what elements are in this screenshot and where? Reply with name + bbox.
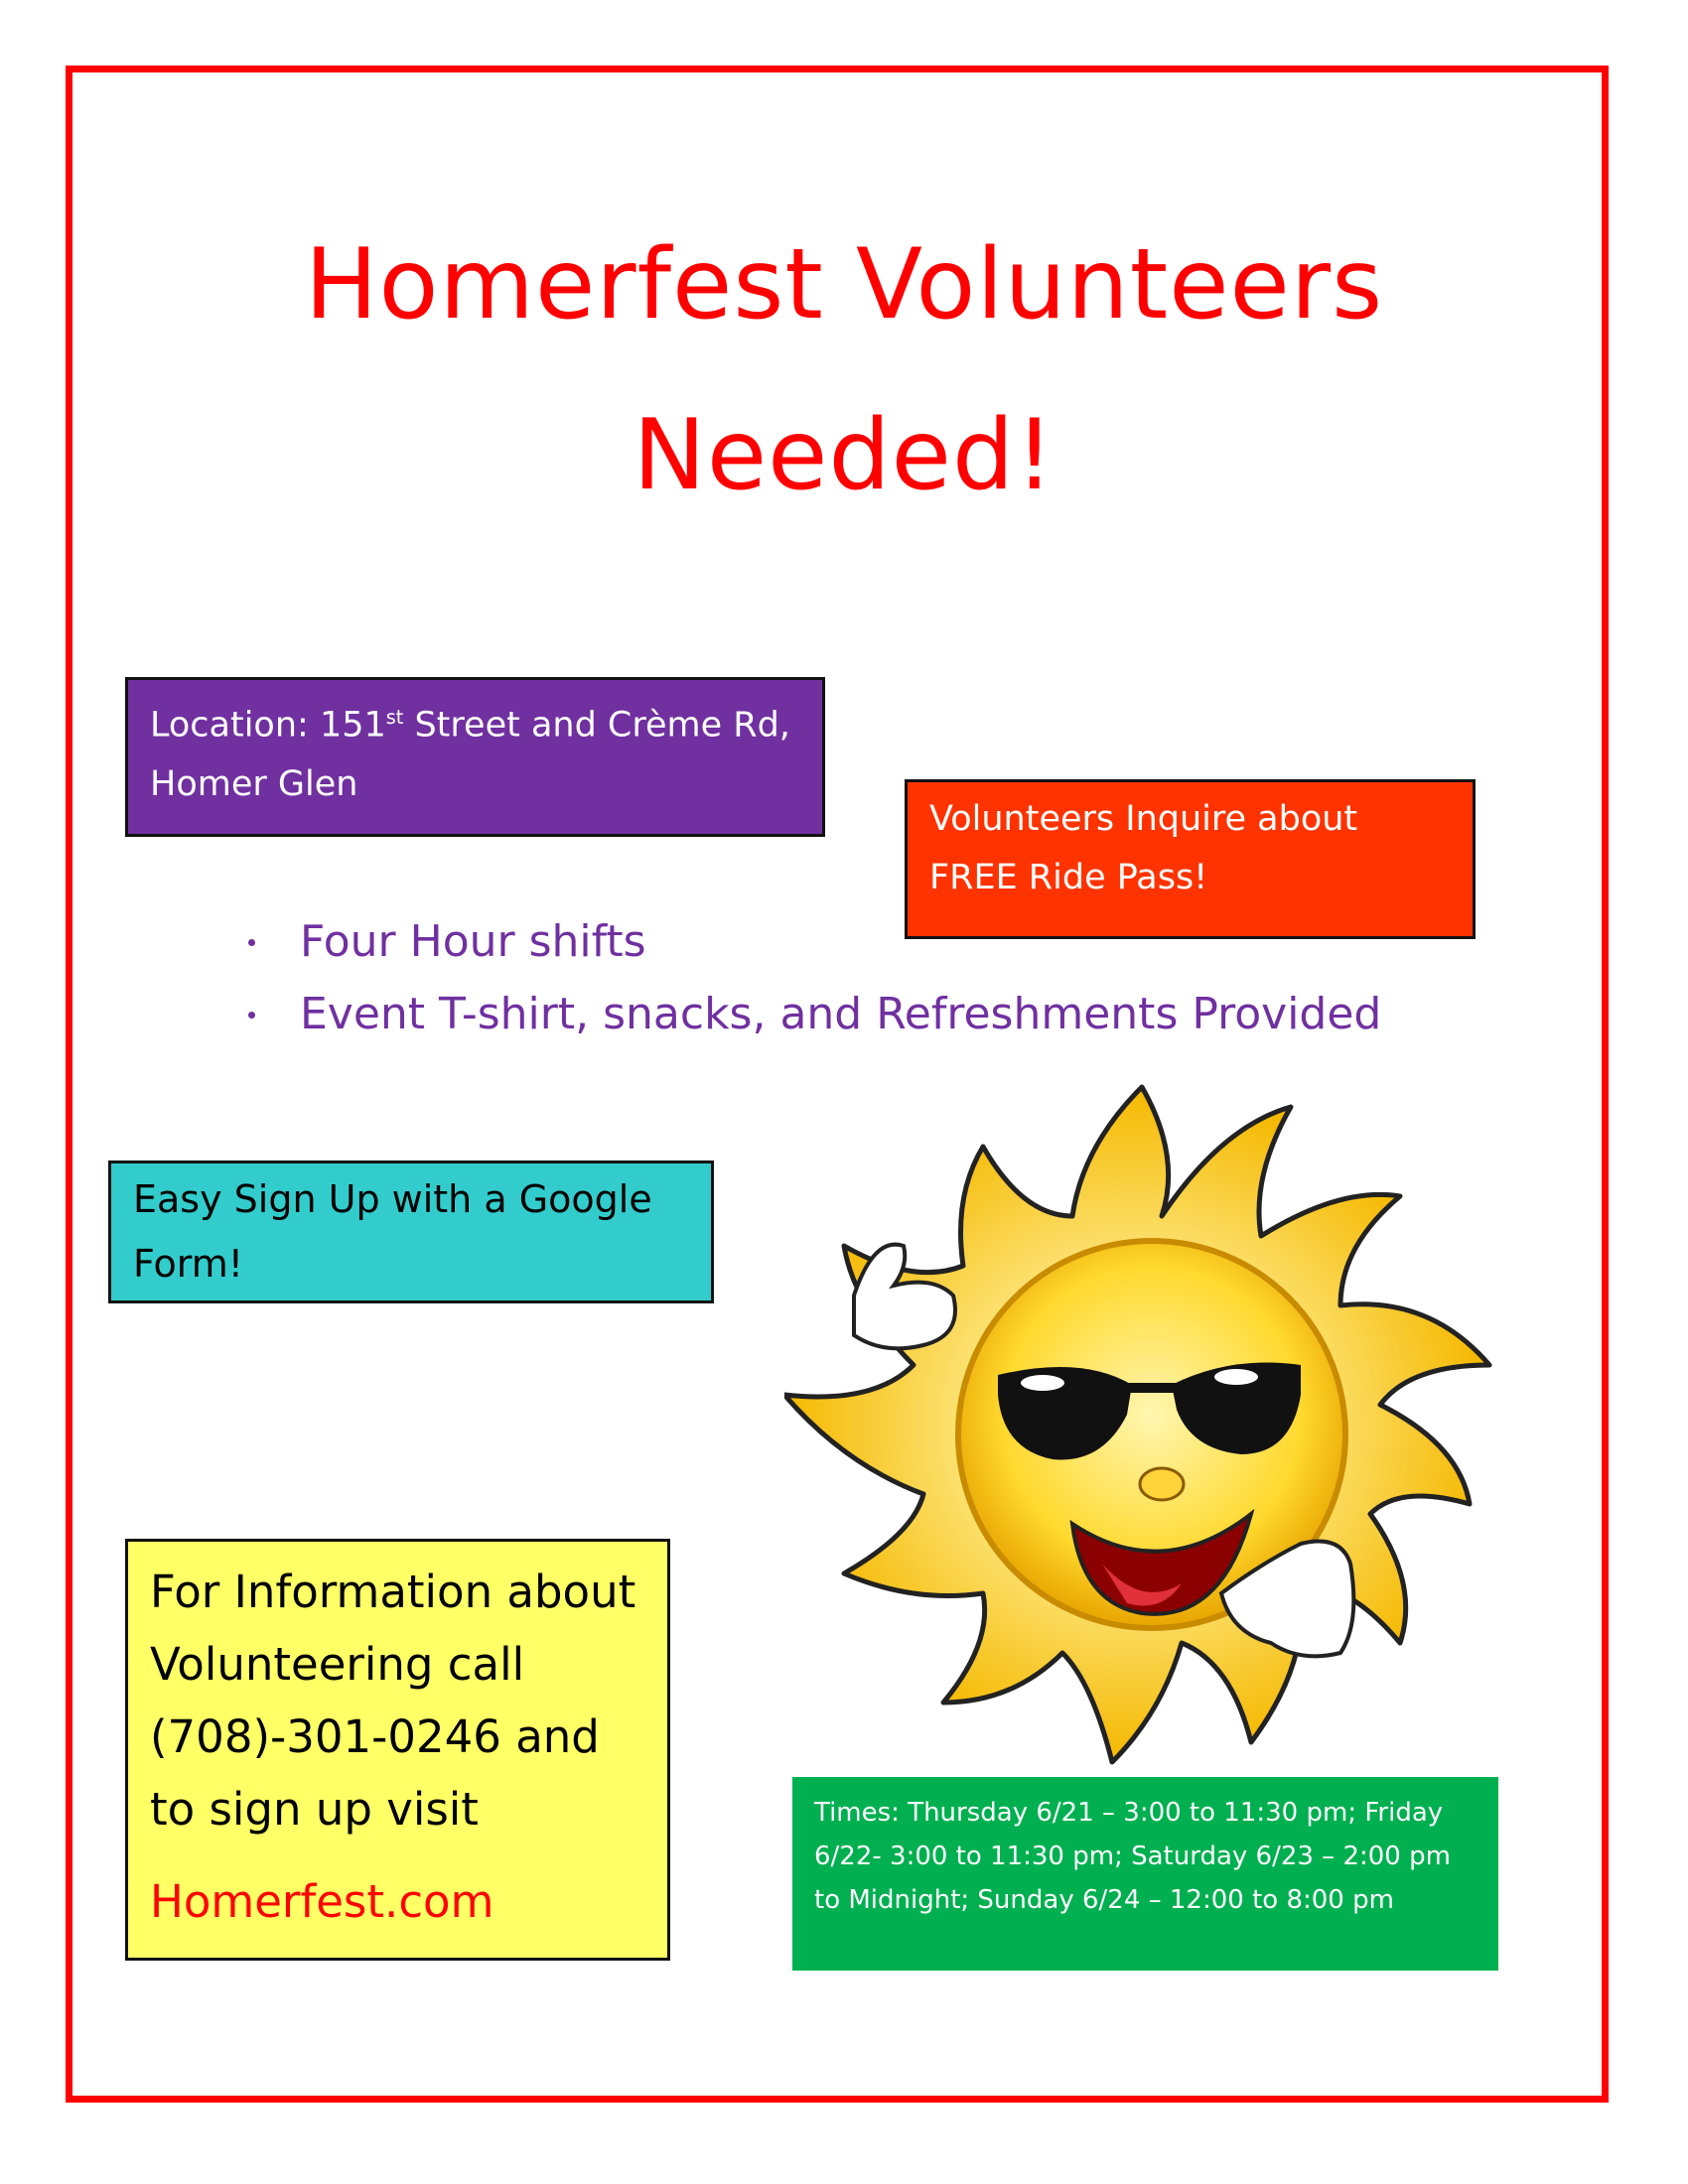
location-line-2: Homer Glen	[150, 763, 358, 804]
list-item	[238, 978, 1381, 1050]
times-line: to Midnight; Sunday 6/24 – 12:00 to 8:00 pm	[814, 1885, 1394, 1915]
times-line: Times: Thursday 6/21 – 3:00 to 11:30 pm; Friday	[814, 1798, 1444, 1828]
list-item-text: Four Hour shifts	[300, 916, 646, 967]
bullet-icon	[248, 1012, 255, 1019]
location-sup: st	[385, 706, 404, 729]
ride-pass-line-1: Volunteers Inquire about	[929, 799, 1358, 839]
bullet-icon	[248, 939, 255, 946]
info-line: to sign up visit	[150, 1783, 479, 1836]
location-prefix: Location: 151	[150, 705, 386, 746]
location-suffix: Street and Crème Rd,	[403, 705, 790, 746]
signup-line-2: Form!	[133, 1242, 243, 1286]
location-box	[125, 677, 825, 837]
list-item	[238, 905, 1381, 978]
list-item-text: Event T-shirt, snacks, and Refreshments Provided	[300, 989, 1382, 1039]
location-line-1	[150, 688, 800, 755]
info-box	[125, 1539, 670, 1961]
times-box	[792, 1777, 1498, 1971]
info-line: (708)-301-0246 and	[150, 1710, 600, 1763]
info-line: For Information about	[150, 1566, 636, 1618]
homerfest-link[interactable]: Homerfest.com	[150, 1875, 494, 1928]
signup-box	[108, 1160, 714, 1303]
signup-line-1: Easy Sign Up with a Google	[133, 1177, 652, 1221]
ride-pass-line-2: FREE Ride Pass!	[929, 858, 1208, 897]
info-line: Volunteering call	[150, 1638, 525, 1691]
sun-mascot-icon	[784, 1067, 1499, 1767]
times-line: 6/22- 3:00 to 11:30 pm; Saturday 6/23 – 2:00 pm	[814, 1842, 1451, 1871]
title-line-2: Needed!	[633, 399, 1055, 512]
benefits-list	[238, 905, 1381, 1050]
title-line-1: Homerfest Volunteers	[304, 228, 1384, 341]
